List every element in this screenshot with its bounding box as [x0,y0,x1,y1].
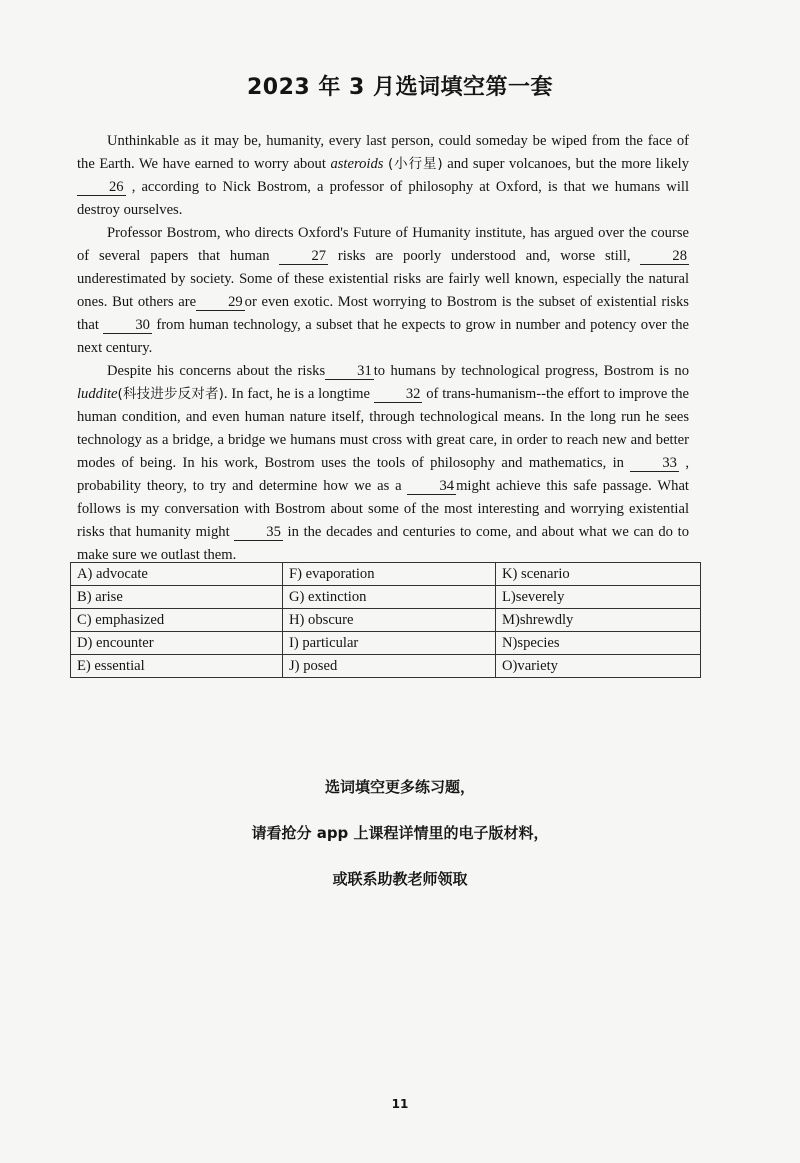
option-cell: N)species [496,632,701,655]
table-row [71,609,701,632]
option-cell: O)variety [496,655,701,678]
text: in the decades and centuries to come, and about what we can do to make sure we outlast them. [77,524,689,563]
passage [77,130,689,567]
text: or even exotic. Most worrying to Bostrom is the subset of existential risks that [77,294,689,333]
blank-28[interactable]: 28 [640,248,689,265]
options-table [70,562,701,678]
text: underestimated by society. Some of these existential risks are fairly well known, especially the natural ones. But others are [77,271,689,310]
table-row [71,632,701,655]
text: Professor Bostrom, who directs Oxford's Future of Humanity institute, has argued over the course of several papers that human [77,225,689,264]
table-row [71,655,701,678]
table-row [71,563,701,586]
option-cell: A) advocate [71,563,283,586]
text: from human technology, a subset that he expects to grow in number and potency over the next century. [77,317,689,356]
page-title: 2023 年 3 月选词填空第一套 [246,75,554,100]
text: of trans-humanism--the effort to improve the human condition, and even human nature itself, through technological means. In the long run he sees technology as a bridge, a bridge we humans must cross with great care, in order to reach new and better modes of being. In his work, Bostrom uses the tools of philosophy and mathematics, in [77,386,690,471]
blank-30[interactable]: 30 [103,317,152,334]
paragraph-3 [77,360,689,567]
promo-line-3: 或联系助教老师领取 [332,870,468,888]
text: and super volcanoes, but the more likely [442,156,689,172]
option-cell: E) essential [71,655,283,678]
option-cell: G) extinction [283,586,496,609]
option-cell: C) emphasized [71,609,283,632]
option-cell: L)severely [496,586,701,609]
blank-32[interactable]: 32 [374,386,423,403]
italic-term: luddite [77,386,118,402]
option-cell: H) obscure [283,609,496,632]
table-row [71,586,701,609]
option-cell: K) scenario [496,563,701,586]
text: to humans by technological progress, Bostrom is no [373,363,689,379]
text: might achieve this safe passage. What follows is my conversation with Bostrom about some of the most interesting and worrying existential risks that humanity might [77,478,689,540]
paragraph-1 [77,130,689,222]
option-cell: D) encounter [71,632,283,655]
text: , probability theory, to try and determine how we as a [77,455,689,494]
blank-35[interactable]: 35 [234,524,283,541]
option-cell: B) arise [71,586,283,609]
text: . In fact, he is a longtime [223,386,374,402]
italic-term: asteroids [330,156,384,172]
option-cell: J) posed [283,655,496,678]
option-cell: M)shrewdly [496,609,701,632]
text: Unthinkable as it may be, humanity, every last person, could someday be wiped from the face of the Earth. We have earned to worry about [77,133,689,172]
text: Despite his concerns about the risks [107,363,326,379]
option-cell: F) evaporation [283,563,496,586]
gloss: (小行星) [388,156,443,172]
paragraph-2 [77,222,689,360]
blank-31[interactable]: 31 [325,363,374,380]
gloss: (科技进步反对者) [117,386,224,402]
option-cell: I) particular [283,632,496,655]
promo-line-1: 选词填空更多练习题， [324,778,475,796]
blank-27[interactable]: 27 [279,248,328,265]
page-number: 11 [391,1097,409,1111]
blank-33[interactable]: 33 [630,455,679,472]
blank-26[interactable]: 26 [77,179,126,196]
text: , according to Nick Bostrom, a professor of philosophy at Oxford, is that we humans will destroy ourselves. [77,179,689,218]
blank-29[interactable]: 29 [196,294,245,311]
text: risks are poorly understood and, worse still, [328,248,641,264]
blank-34[interactable]: 34 [407,478,456,495]
promo-line-2: 请看抢分 app 上课程详情里的电子版材料， [251,824,549,842]
